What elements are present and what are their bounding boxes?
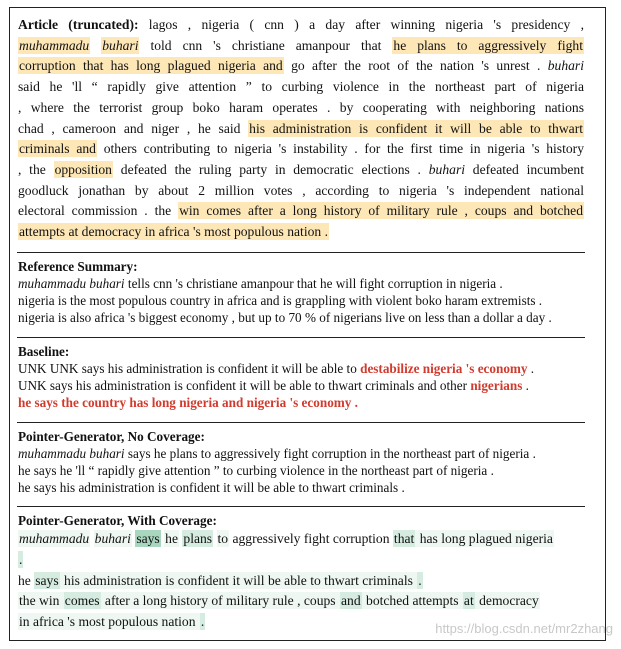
divider — [17, 337, 585, 338]
text-segment: . — [200, 614, 205, 630]
reference-text — [18, 275, 584, 326]
text-segment: tells cnn 's christiane amanpour that he will fight corruption in nigeria . — [124, 276, 503, 291]
text-line — [18, 529, 584, 550]
text-segment: muhammadu buhari — [18, 446, 125, 461]
text-line — [18, 56, 584, 77]
text-segment: democracy — [475, 593, 539, 609]
pg-coverage-section — [18, 512, 584, 633]
text-line — [18, 479, 584, 496]
text-segment: chad , cameroon and niger , he said — [18, 120, 249, 136]
text-segment: says he plans to aggressively fight corruption in the northeast part of nigeria . — [124, 446, 536, 461]
text-segment: electoral commission . the — [18, 203, 179, 219]
reference-section — [18, 258, 584, 326]
text-segment: , the — [18, 161, 54, 177]
text-segment: muhammadu — [19, 37, 90, 53]
text-line — [18, 119, 584, 140]
text-segment: comes — [64, 593, 100, 609]
text-segment: . — [19, 551, 23, 567]
text-segment: goodluck jonathan by about 2 million votes , according to nigeria 's independent national — [18, 182, 584, 198]
text-segment: at — [463, 593, 474, 609]
text-line — [18, 77, 584, 98]
text-line — [18, 275, 584, 292]
text-segment: nigeria is also africa 's biggest economy , but up to 70 % of nigerians live on less than a dollar a day . — [18, 310, 552, 325]
article-section — [18, 15, 584, 243]
text-line — [18, 377, 584, 394]
text-segment: and — [340, 593, 361, 609]
text-segment: corruption that has long plagued nigeria and — [19, 58, 283, 74]
pg-no-coverage-section — [18, 428, 584, 496]
text-segment: his administration is confident it will be able to thwart criminals — [60, 572, 417, 588]
text-segment: . — [527, 361, 535, 376]
text-segment: aggressively fight corruption — [229, 531, 393, 546]
text-segment: said he 'll “ rapidly give attention ” to curbing violence in the northeast part of nigeria — [18, 79, 584, 95]
pg-coverage-text — [18, 529, 584, 633]
text-segment: buhari — [94, 531, 131, 546]
text-segment: go after the root of the nation 's unrest . — [283, 58, 548, 74]
text-segment: buhari — [428, 161, 466, 177]
text-segment: buhari — [102, 37, 139, 53]
text-segment: the win — [19, 593, 63, 609]
text-segment: says — [35, 572, 59, 588]
text-line — [18, 201, 584, 222]
text-segment: buhari — [547, 58, 584, 74]
baseline-section — [18, 343, 584, 411]
text-line — [18, 591, 584, 612]
pg-no-coverage-text — [18, 445, 584, 496]
text-segment: nigerians — [470, 378, 523, 393]
text-segment: attempts at democracy in africa 's most populous nation . — [19, 224, 328, 240]
text-line — [18, 36, 584, 57]
text-segment — [90, 38, 101, 53]
text-line — [18, 98, 584, 119]
text-segment: in africa 's most populous nation — [19, 614, 199, 630]
baseline-title: Baseline: — [18, 344, 70, 359]
text-segment: that — [393, 531, 415, 546]
text-segment: lagos , nigeria ( cnn ) a day after winning nigeria 's presidency , — [138, 17, 584, 32]
text-segment: he says the country has long nigeria and nigeria 's economy . — [18, 395, 358, 410]
text-segment: to — [217, 531, 229, 546]
text-line — [18, 360, 584, 377]
text-segment: opposition — [54, 161, 112, 177]
text-segment: UNK UNK says his administration is confident it will be able to — [18, 361, 361, 376]
text-line — [18, 550, 584, 571]
text-segment: after a long history of military rule , coups — [101, 593, 339, 609]
text-line — [18, 15, 584, 36]
text-segment: win comes after a long history of military rule , coups and botched — [179, 203, 583, 219]
pg-no-coverage-title: Pointer-Generator, No Coverage: — [18, 429, 205, 444]
text-segment — [213, 531, 216, 546]
text-segment: . — [522, 378, 529, 393]
text-segment: told cnn 's christiane amanpour that — [139, 37, 393, 53]
divider — [17, 422, 585, 423]
article-text — [18, 15, 584, 243]
text-segment: nigeria is the most populous country in africa and is grappling with violent boko haram extremists . — [18, 293, 543, 308]
text-line — [18, 445, 584, 462]
text-segment: he plans to aggressively fight — [393, 37, 583, 53]
text-segment: criminals and — [19, 141, 96, 157]
text-segment: UNK says his administration is confident it will be able to thwart criminals and other — [18, 378, 471, 393]
text-segment: muhammadu — [19, 531, 90, 546]
text-segment: he — [18, 572, 35, 588]
text-segment: destabilize nigeria 's economy — [360, 361, 528, 376]
text-line — [18, 462, 584, 479]
article-label: Article (truncated): — [18, 17, 139, 32]
text-segment: others contributing to nigeria 's instability . for the first time in nigeria 's history — [96, 141, 584, 157]
text-line — [18, 571, 584, 592]
text-segment: plans — [183, 531, 213, 546]
text-segment: he says his administration is confident it will be able to thwart criminals . — [18, 480, 405, 495]
baseline-text — [18, 360, 584, 411]
text-line — [18, 292, 584, 309]
text-segment: has long plagued nigeria — [416, 531, 553, 546]
text-line — [18, 394, 584, 411]
text-line — [18, 222, 584, 243]
text-segment: . — [418, 572, 422, 588]
text-segment: defeated the ruling party in democratic elections . — [112, 161, 429, 177]
text-segment: says — [136, 531, 160, 546]
text-segment: botched attempts — [362, 593, 462, 609]
text-segment: he says he 'll “ rapidly give attention ” to curbing violence in the northeast part of nigeria . — [18, 463, 494, 478]
text-segment: defeated incumbent — [465, 161, 584, 177]
text-line — [18, 181, 584, 202]
text-segment: muhammadu buhari — [18, 276, 125, 291]
text-line — [18, 160, 584, 181]
divider — [17, 506, 585, 507]
pg-coverage-title: Pointer-Generator, With Coverage: — [18, 513, 217, 528]
watermark: https://blog.csdn.net/mr2zhang — [435, 621, 613, 636]
text-segment: , where the terrorist group boko haram operates . by cooperating with neighboring nations — [18, 99, 584, 115]
text-line — [18, 139, 584, 160]
text-segment: his administration is confident it will be able to thwart — [249, 120, 583, 136]
reference-title: Reference Summary: — [18, 259, 138, 274]
text-line — [18, 309, 584, 326]
divider — [17, 252, 585, 253]
text-segment: he — [165, 531, 178, 546]
